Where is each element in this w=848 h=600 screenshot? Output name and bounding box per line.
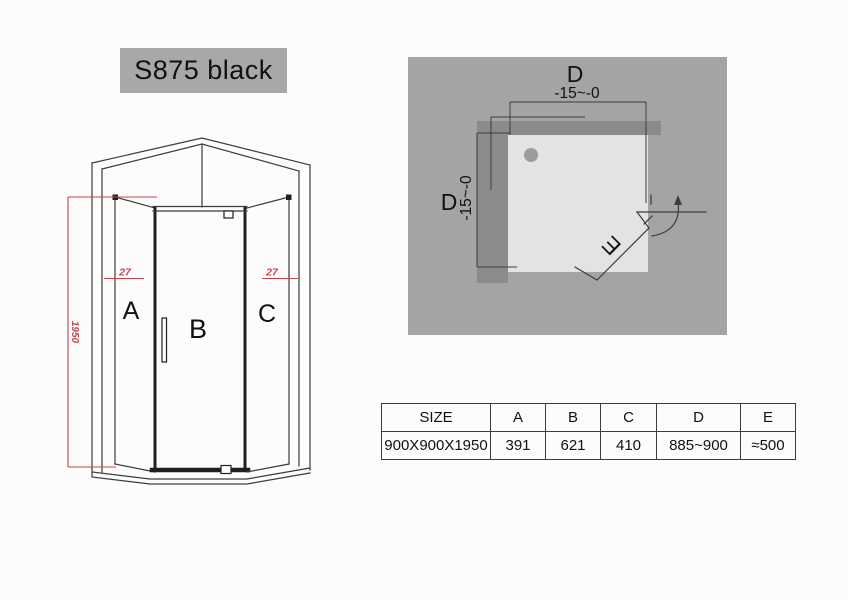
width-dim-label: D xyxy=(566,61,584,87)
panel-a-bottom-edge xyxy=(115,464,155,472)
depth-dim-label: D xyxy=(440,189,458,215)
header-a: A xyxy=(491,404,546,432)
roof-inner-line xyxy=(102,144,299,171)
header-c: C xyxy=(601,404,657,432)
top-wall-band xyxy=(503,121,661,135)
value-c: 410 xyxy=(601,432,657,460)
height-dimension xyxy=(68,197,157,467)
panel-c-top-edge xyxy=(247,197,289,208)
door-top-guide-icon xyxy=(224,211,233,218)
panel-a-label: A xyxy=(122,297,140,325)
size-spec-table xyxy=(381,403,796,460)
left-wall-band xyxy=(477,121,508,283)
panel-b-label: B xyxy=(188,314,208,344)
panel-c-label: C xyxy=(257,300,277,328)
panel-c-bottom-edge xyxy=(247,464,289,472)
frame-dim-left-label: 27 xyxy=(119,266,131,279)
value-d: 885~900 xyxy=(657,432,741,460)
side-panel-a xyxy=(113,195,156,473)
product-title-text: S875 black xyxy=(134,55,273,85)
width-tolerance-label: -15~-0 xyxy=(554,85,600,102)
door-label: E xyxy=(596,231,626,261)
header-b: B xyxy=(546,404,601,432)
roof-outer-line xyxy=(92,138,310,165)
spec-header-row xyxy=(382,404,796,432)
door-handle-icon xyxy=(162,318,167,362)
panel-labels xyxy=(123,297,276,344)
value-e: ≈500 xyxy=(741,432,796,460)
frame-width-dimensions xyxy=(104,267,298,279)
front-elevation-drawing xyxy=(55,130,330,495)
header-e: E xyxy=(741,404,796,432)
height-dimension-lines xyxy=(68,197,157,467)
frame-dim-right-label: 27 xyxy=(266,266,278,279)
header-d: D xyxy=(657,404,741,432)
spec-value-row xyxy=(382,432,796,460)
header-size: SIZE xyxy=(382,404,491,432)
plan-view-diagram xyxy=(408,57,727,335)
panel-c-corner-dot xyxy=(286,195,292,201)
door-bottom-guide-icon xyxy=(221,466,231,474)
panel-a-top-edge xyxy=(115,197,155,208)
drain-icon xyxy=(524,148,538,162)
side-panel-c xyxy=(247,195,292,473)
depth-tolerance-label: -15~-0 xyxy=(458,175,475,221)
value-a: 391 xyxy=(491,432,546,460)
product-title xyxy=(120,48,287,93)
value-b: 621 xyxy=(546,432,601,460)
value-size: 900X900X1950 xyxy=(382,432,491,460)
height-dimension-label: 1950 xyxy=(69,320,80,344)
